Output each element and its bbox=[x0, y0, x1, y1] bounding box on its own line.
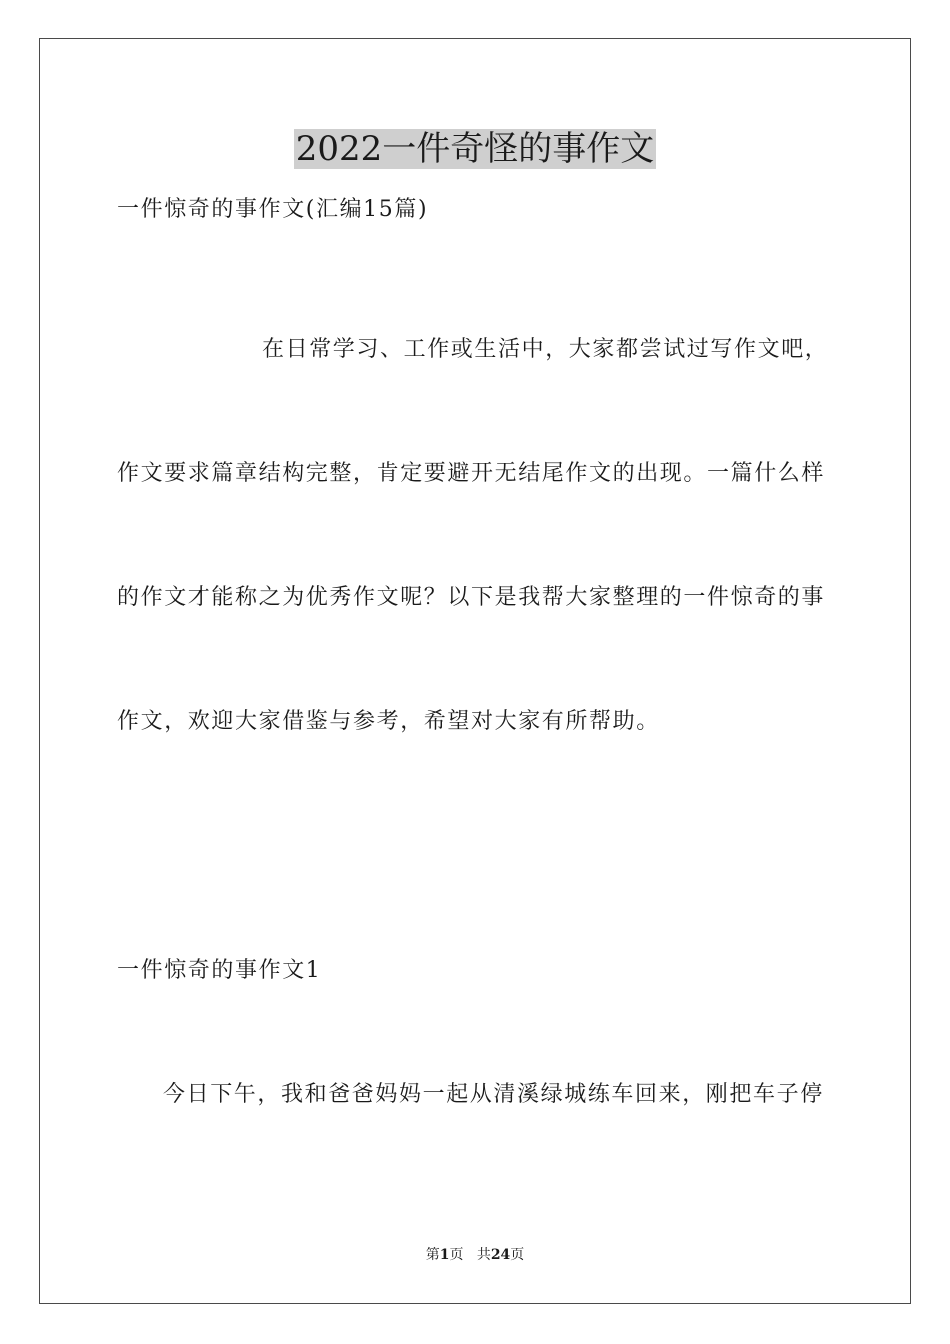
document-title-text: 2022一件奇怪的事作文 bbox=[295, 129, 655, 169]
section-line-1: 今日下午，我和爸爸妈妈一起从清溪绿城练车回来，刚把车子停 bbox=[163, 1082, 824, 1107]
section-heading: 一件惊奇的事作文1 bbox=[117, 958, 322, 983]
document-subtitle: 一件惊奇的事作文(汇编15篇) bbox=[117, 197, 429, 222]
intro-line-1: 在日常学习、工作或生活中，大家都尝试过写作文吧， bbox=[262, 337, 829, 362]
footer-page-suffix: 页 bbox=[449, 1247, 464, 1263]
intro-line-2: 作文要求篇章结构完整，肯定要避开无结尾作文的出现。一篇什么样 bbox=[117, 461, 826, 486]
footer-page-number: 1 bbox=[439, 1247, 450, 1263]
page-footer bbox=[0, 1245, 950, 1265]
footer-total-pages: 24 bbox=[490, 1247, 511, 1263]
page-border bbox=[39, 38, 911, 1304]
intro-line-3: 的作文才能称之为优秀作文呢？以下是我帮大家整理的一件惊奇的事 bbox=[117, 585, 826, 610]
document-title bbox=[0, 127, 950, 171]
footer-total-suffix: 页 bbox=[510, 1247, 525, 1263]
footer-page-prefix: 第 bbox=[425, 1247, 440, 1263]
intro-line-4: 作文，欢迎大家借鉴与参考，希望对大家有所帮助。 bbox=[117, 709, 660, 734]
footer-total-prefix: 共 bbox=[476, 1247, 491, 1263]
